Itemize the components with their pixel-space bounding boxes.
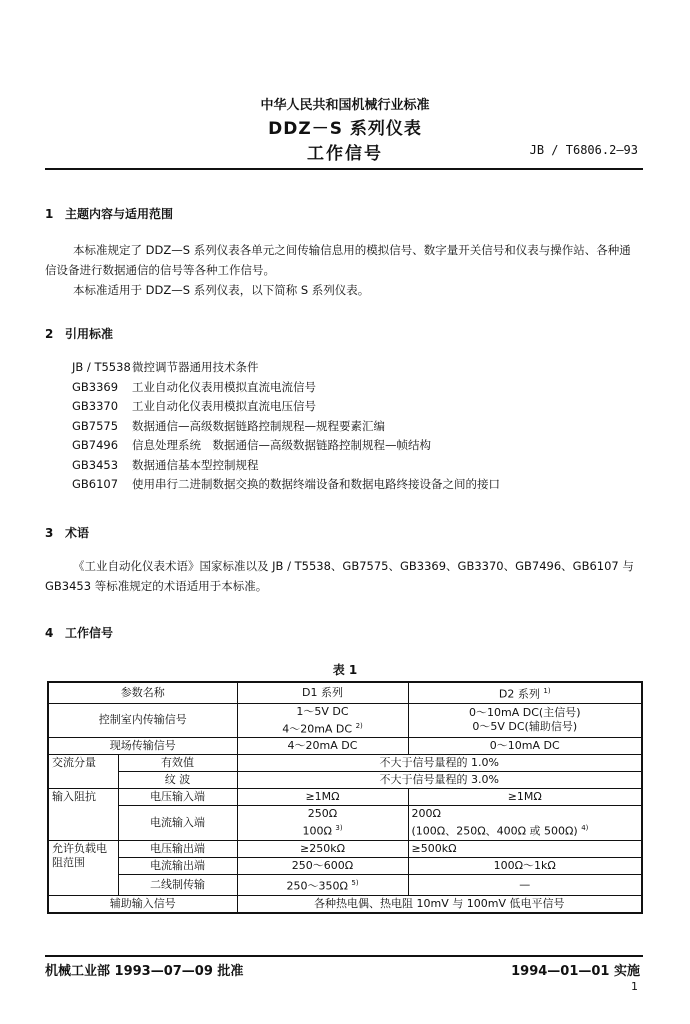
cell-merged: 不大于信号量程的 3.0%	[237, 772, 642, 789]
approval-date: 机械工业部 1993—07—09 批准	[45, 964, 244, 979]
reference-item: JB / T5538微控调节器通用技术条件	[72, 360, 259, 374]
table-row	[48, 857, 642, 874]
table-row	[48, 755, 642, 772]
cell-d2: —	[408, 874, 642, 895]
cell-merged: 不大于信号量程的 1.0%	[237, 755, 642, 772]
header-param: 参数名称	[48, 682, 237, 703]
reference-item: GB7575 数据通信—高级数据链路控制规程—规程要素汇编	[72, 418, 385, 433]
implementation-date: 1994—01—01 实施	[511, 964, 640, 979]
cell-merged: 各种热电偶、热电阻 10mV 与 100mV 低电平信号	[237, 895, 642, 913]
reference-item: GB6107 使用串行二进制数据交换的数据终端设备和数据电路终接设备之间的接口	[72, 477, 500, 491]
cell-d1: 4～20mA DC	[237, 738, 408, 755]
reference-item: GB3453 数据通信基本型控制规程	[72, 457, 259, 472]
table-row	[48, 806, 642, 841]
section-1-body	[45, 240, 639, 300]
cell-d2: ≥500kΩ	[408, 840, 642, 857]
table-row	[48, 895, 642, 913]
page-number: 1	[631, 980, 638, 993]
header-d2: D2 系列 $^{1)}$	[408, 682, 642, 703]
cell-d2: 0～10mA DC	[408, 738, 642, 755]
section-3-paragraph-1: 《工业自动化仪表术语》国家标准以及 JB / T5538、GB7575、GB3369、GB3370、GB7496、GB6107 与 GB3453 等标准规定的术语适用于本标准。	[45, 559, 634, 593]
row-name: 电压输出端	[118, 840, 237, 857]
group-ac: 交流分量	[48, 755, 118, 789]
row-name: 电流输出端	[118, 857, 237, 874]
section-1-paragraph-1: 本标准规定了 DDZ—S 系列仪表各单元之间传输信息用的模拟信号、数字量开关信号和仪表与操作站、各种通信设备进行数据通信的信号等各种工作信号。	[45, 243, 631, 277]
cell-d2: 200Ω (100Ω、250Ω、400Ω 或 500Ω) $^{4)}$	[408, 806, 642, 841]
cell-d1: 250Ω 100Ω $^{3)}$	[237, 806, 408, 841]
row-name: 控制室内传输信号	[48, 703, 237, 738]
table-header-row	[48, 682, 642, 703]
row-name: 电压输入端	[118, 789, 237, 806]
group-load: 允许负载电阻范围	[48, 840, 118, 895]
cell-d1: 250～350Ω $^{5)}$	[237, 874, 408, 895]
cell-d1: ≥250kΩ	[237, 840, 408, 857]
row-name: 二线制传输	[118, 874, 237, 895]
table-row	[48, 789, 642, 806]
section-3-body	[45, 556, 639, 596]
row-name: 有效值	[118, 755, 237, 772]
header-rule	[45, 168, 643, 170]
cell-d1: ≥1MΩ	[237, 789, 408, 806]
reference-item: GB3370 工业自动化仪表用模拟直流电压信号	[72, 399, 316, 413]
footer-rule	[45, 955, 643, 957]
cell-d1: 1～5V DC 4～20mA DC $^{2)}$	[237, 703, 408, 738]
section-3-heading: 3 术语	[45, 526, 90, 540]
cell-d2: 0～10mA DC(主信号) 0～5V DC(辅助信号)	[408, 703, 642, 738]
table-row	[48, 874, 642, 895]
group-impedance: 输入阻抗	[48, 789, 118, 841]
table-row	[48, 840, 642, 857]
cell-d2: ≥1MΩ	[408, 789, 642, 806]
cell-d2: 100Ω～1kΩ	[408, 857, 642, 874]
issuer: 中华人民共和国机械行业标准	[260, 98, 430, 113]
table-caption: 表 1	[332, 663, 358, 677]
cell-d1: 250～600Ω	[237, 857, 408, 874]
section-1-heading: 1 主题内容与适用范围	[45, 207, 174, 221]
reference-item: GB7496 信息处理系统 数据通信—高级数据链路控制规程—帧结构	[72, 438, 431, 452]
section-1-paragraph-2: 本标准适用于 DDZ—S 系列仪表，以下简称 S 系列仪表。	[73, 283, 370, 297]
table-row	[48, 772, 642, 789]
standard-number: JB / T6806.2—93	[529, 143, 638, 157]
section-2-heading: 2 引用标准	[45, 327, 114, 341]
working-signal-table	[47, 681, 643, 914]
header-d1: D1 系列	[237, 682, 408, 703]
reference-list	[72, 358, 500, 495]
table-row	[48, 738, 642, 755]
row-name: 纹 波	[118, 772, 237, 789]
document-title: DDZ－S 系列仪表	[268, 119, 422, 139]
row-name: 现场传输信号	[48, 738, 237, 755]
document-subtitle: 工作信号	[307, 144, 383, 164]
row-name: 辅助输入信号	[48, 895, 237, 913]
section-4-heading: 4 工作信号	[45, 626, 114, 640]
row-name: 电流输入端	[118, 806, 237, 841]
table-row	[48, 703, 642, 738]
reference-item: GB3369 工业自动化仪表用模拟直流电流信号	[72, 379, 316, 394]
